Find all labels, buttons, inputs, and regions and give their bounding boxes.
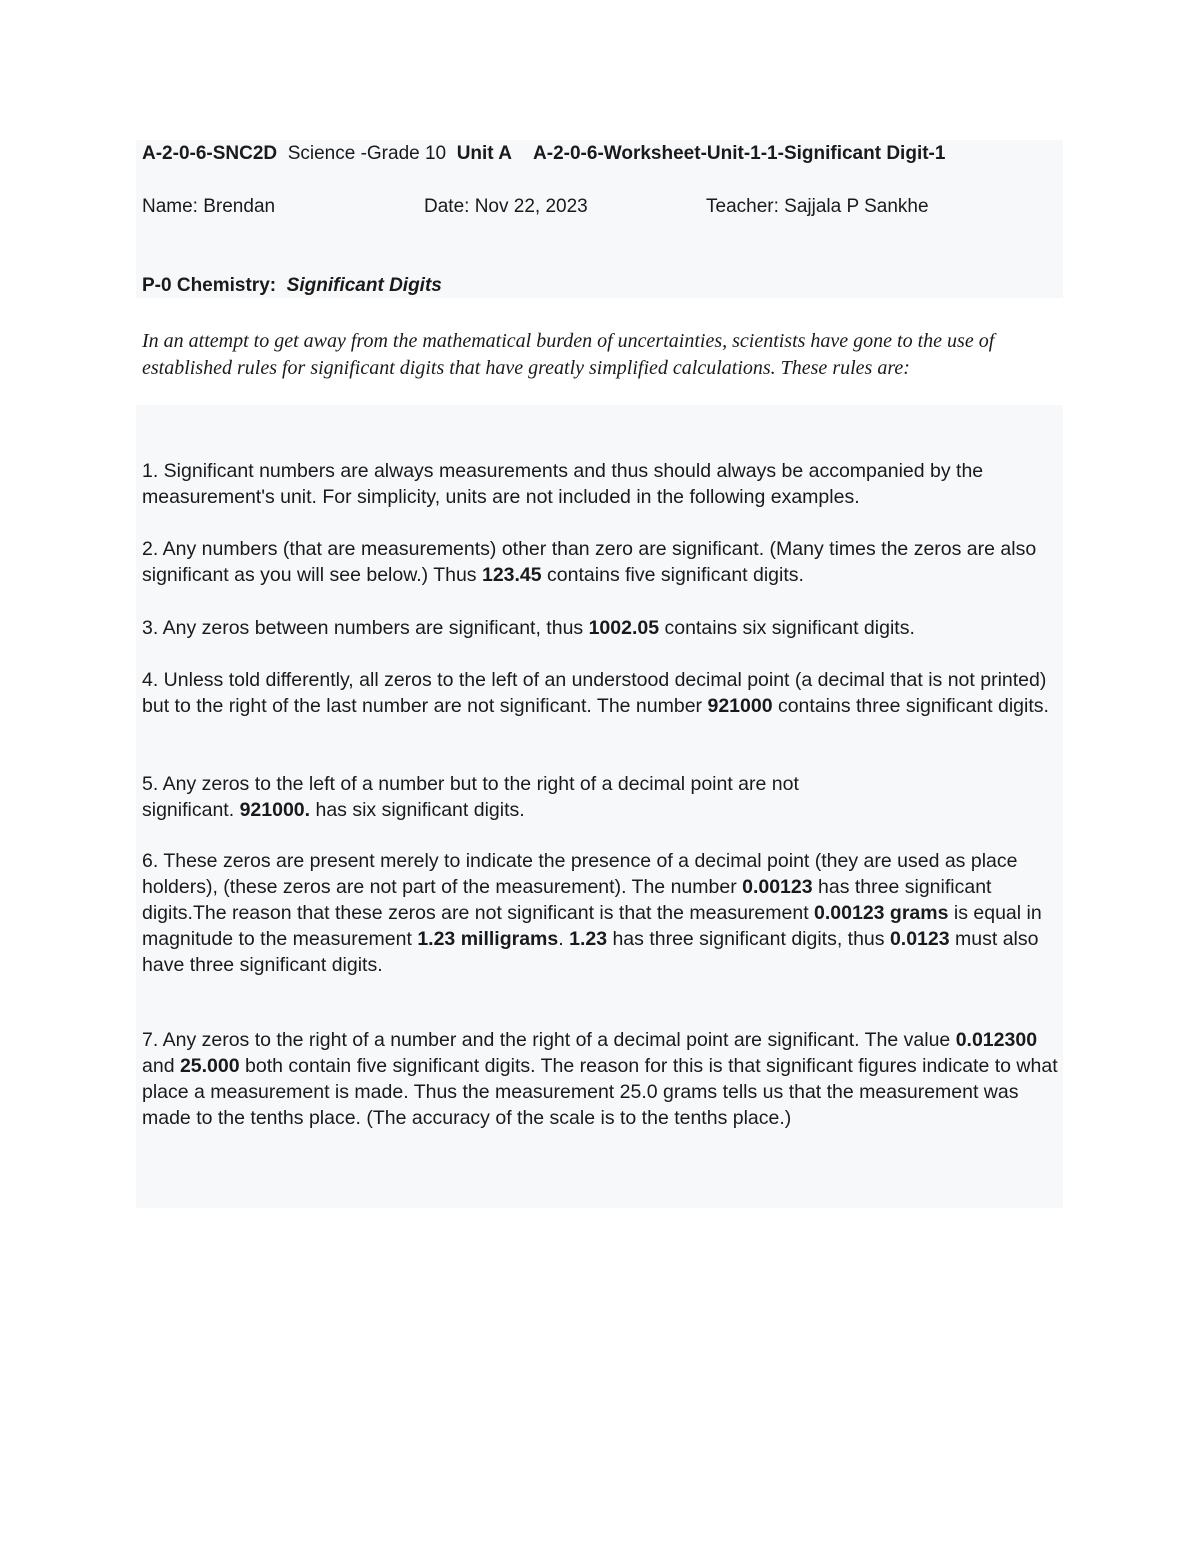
section-title: Significant Digits — [286, 275, 442, 296]
section-heading — [142, 275, 442, 297]
intro-paragraph: In an attempt to get away from the mathematical burden of uncertainties, scientists have gone to the use of established rules for significant digits that have greatly simplified calculations. These rules are: — [142, 330, 995, 379]
rule-2: 2. Any numbers (that are measurements) other than zero are significant. (Many times the zeros are also significant as you will see below.) Thus 123.45 contains five significant digits. — [142, 538, 1037, 586]
worksheet-title: A-2-0-6-Worksheet-Unit-1-1-Significant Digit-1 — [533, 143, 946, 164]
example-number: 25.000 — [179, 1055, 240, 1077]
example-number: 1.23 — [569, 928, 608, 950]
example-number: 0.00123 — [742, 876, 813, 898]
rule-7: 7. Any zeros to the right of a number and the right of a decimal point are significant. The value 0.012300 and 25.000 both contain five significant digits. The reason for this is that significant figures indicate to what place a measurement is made. Thus the measurement 25.0 grams tells us that the measurement was made to the tenths place. (The accuracy of the scale is to the tenths place.) — [142, 1029, 1058, 1129]
worksheet-date: Date: Nov 22, 2023 — [424, 196, 588, 217]
example-number: 1.23 milligrams — [417, 928, 559, 950]
unit-label: Unit A — [456, 143, 512, 164]
example-number: 921000. — [239, 799, 311, 821]
section-prefix: P-0 Chemistry: — [142, 275, 277, 296]
rule-1: 1. Significant numbers are always measurements and thus should always be accompanied by the measurement's unit. For simplicity, units are not included in the following examples. — [142, 460, 984, 508]
rule-6: 6. These zeros are present merely to indicate the presence of a decimal point (they are used as place holders), (these zeros are not part of the measurement). The number 0.00123 has three significant digits.The reason that these zeros are not significant is that the measurement 0.00123 grams is equal in magnitude to the measurement 1.23 milligrams. 1.23 has three significant digits, thus 0.0123 must also have three significant digits. — [142, 850, 1042, 976]
rule-5: 5. Any zeros to the left of a number but to the right of a decimal point are not significant. 921000. has six significant digits. — [142, 773, 799, 821]
course-code: A-2-0-6-SNC2D — [142, 143, 278, 164]
teacher-name: Teacher: Sajjala P Sankhe — [706, 196, 929, 217]
rule-4: 4. Unless told differently, all zeros to the left of an understood decimal point (a decimal that is not printed) but to the right of the last number are not significant. The number 921000 contains three significant digits. — [142, 669, 1049, 717]
example-number: 1002.05 — [588, 617, 660, 639]
example-number: 0.0123 — [889, 928, 950, 950]
example-number: 123.45 — [481, 564, 542, 586]
rule-3: 3. Any zeros between numbers are significant, thus 1002.05 contains six significant digits. — [142, 617, 915, 639]
course-name: Science -Grade 10 — [287, 143, 447, 164]
worksheet-header — [142, 143, 945, 165]
example-number: 0.012300 — [955, 1029, 1038, 1051]
student-name: Name: Brendan — [142, 196, 276, 217]
example-number: 921000 — [707, 695, 773, 717]
example-number: 0.00123 grams — [814, 902, 949, 924]
